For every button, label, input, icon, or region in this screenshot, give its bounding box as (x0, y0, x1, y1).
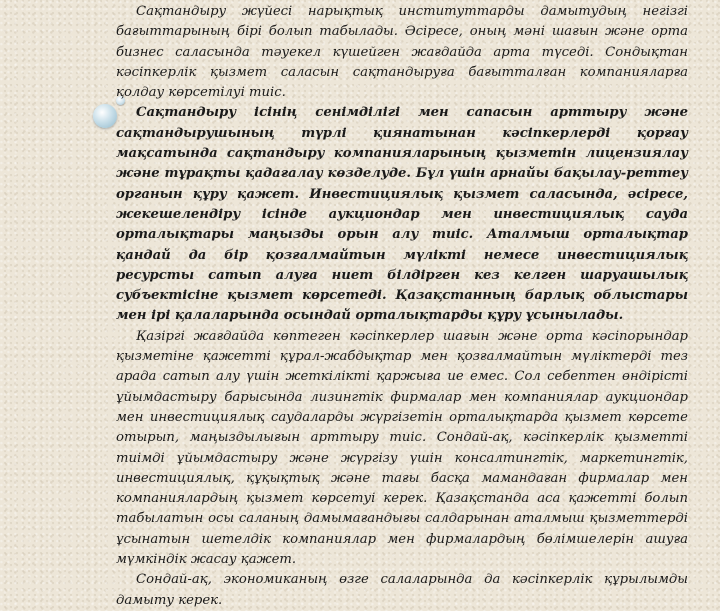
document-body (116, 2, 688, 611)
paragraph-3: Қазіргі жағдайда көптеген кәсіпкерлер шағын және орта кәсіпорындар қызметіне қажетті құрал-жабдықтар мен қозғалмайтын мүліктерді тез арада сатып алу үшін жеткілікті қаржыға ие емес. Сол себептен өндірісті ұйымдастыру барысында лизингтік фирмалар мен компаниялар аукциондар мен инвестициялық саудаларды жүргізетін орталықтарда қызмет көрсете отырып, маңыздылығын арттыру тиіс. Сондай-ақ, кәсіпкерлік қызметті тиімді ұйымдастыру және жүргізу үшін консалтингтік, маркетингтік, инвестициялық, құқықтық және тағы басқа мамандаған фирмалар мен компаниялардың қызмет көрсетуі керек. Қазақстанда аса қажетті болып табылатын осы саланың дамымағандығы салдарынан аталмыш қызметтерді ұсынатын шетелдік компаниялар мен фирмалардың бөлімшелерін ашуға мүмкіндік жасау қажет. (116, 328, 688, 568)
paragraph-2: Сақтандыру ісінің сенімділігі мен сапасын арттыру және сақтандырушының түрлі қиянатынан кәсіпкерлерді қорғау мақсатында сақтандыру компанияларының қызметін лицензиялау және тұрақты қадағалау көзделуде. Бұл үшін арнайы бақылау-реттеу органын құру қажет. Инвестициялық қызмет саласында, әсіресе, жекешелендіру ісінде аукциондар мен инвестициялық сауда орталықтары маңызды орын алу тиіс. Аталмыш орталықтар қандай да бір қозғалмайтын мүлікті немесе инвестициялық ресурсты сатып алуға ниет білдірген кез келген шаруашылық субъектісіне қызмет көрсетеді. Қазақстанның барлық облыстары мен ірі қалаларында осындай орталықтарды құру ұсынылады. (116, 105, 688, 324)
paragraph-4: Сондай-ақ, экономиканың өзге салаларында да кәсіпкерлік құрылымды дамыту керек. (116, 572, 688, 608)
sphere-bullet-icon (93, 104, 117, 128)
paragraph-1: Сақтандыру жүйесі нарықтық институттарды дамытудың негізгі бағыттарының бірі болып табылады. Әсіресе, оның мәні шағын және орта бизнес саласында тәуекел күшейген жағдайда арта түседі. Сондықтан кәсіпкерлік қызмет саласын сақтандыруға бағытталған компанияларға қолдау көрсетілуі тиіс. (116, 4, 688, 101)
